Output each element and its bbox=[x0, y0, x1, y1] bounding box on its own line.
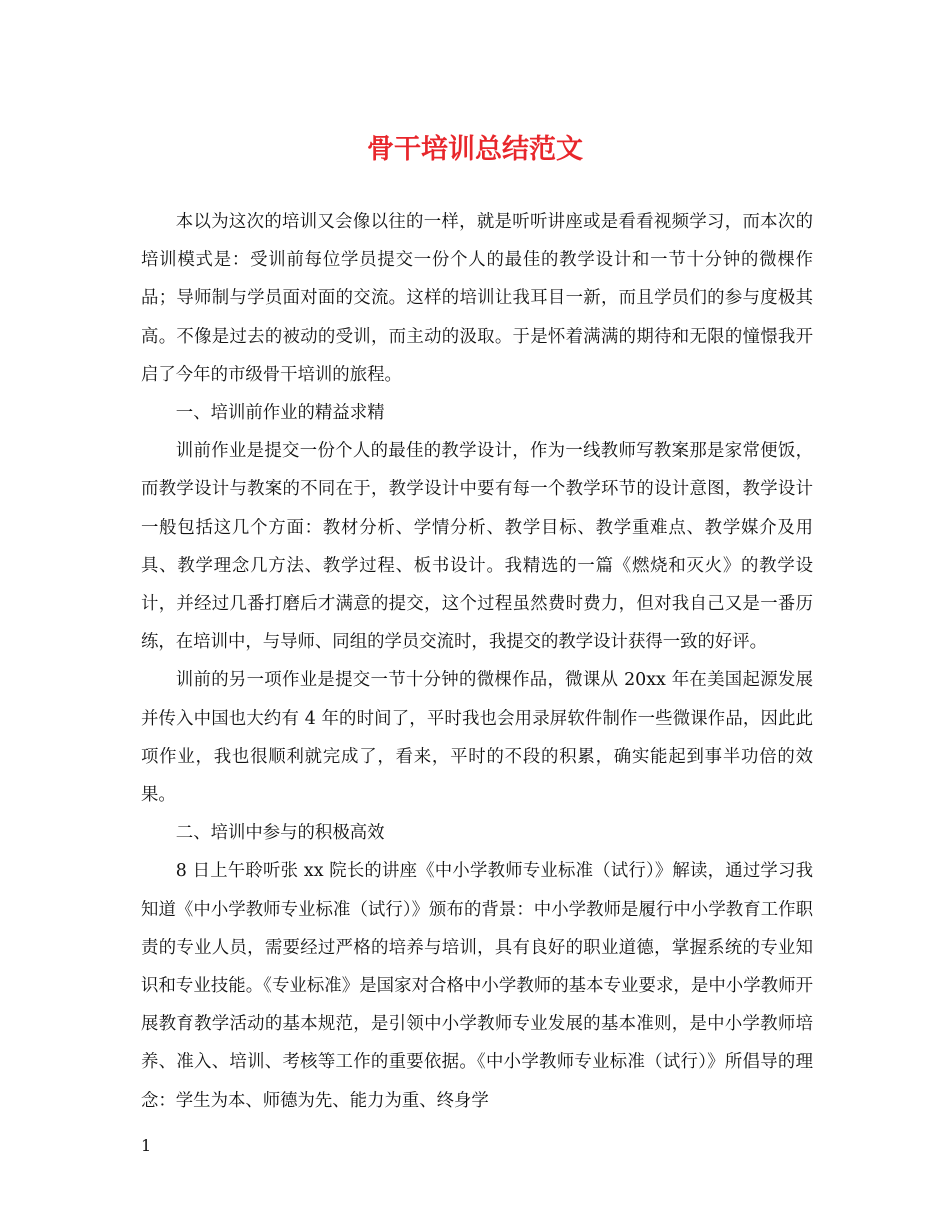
paragraph-lecture: 8 日上午聆听张 xx 院长的讲座《中小学教师专业标准（试行）》解读，通过学习我知道《中小学教师专业标准（试行）》颁布的背景：中小学教师是履行中小学教育工作职责的专业人员，需要经过严格的培养与培训，具有良好的职业道德，掌握系统的专业知识和专业技能。《专业标准》是国家对合格中小学教师的基本专业要求，是中小学教师开展教育教学活动的基本规范，是引领中小学教师专业发展的基本准则，是中小学教师培养、准入、培训、考核等工作的重要依据。《中小学教师专业标准（试行）》所倡导的理念：学生为本、师德为先、能力为重、终身学 bbox=[141, 861, 813, 1111]
page-number: 1 bbox=[141, 1136, 152, 1155]
paragraph-intro: 本以为这次的培训又会像以往的一样，就是听听讲座或是看看视频学习，而本次的培训模式是：受训前每位学员提交一份个人的最佳的教学设计和一节十分钟的微棵作品；导师制与学员面对面的交流。这样的培训让我耳目一新，而且学员们的参与度极其高。不像是过去的被动的受训，而主动的汲取。于是怀着满满的期待和无限的憧憬我开启了今年的市级骨干培训的旅程。 bbox=[141, 212, 813, 385]
document-title: 骨干培训总结范文 bbox=[367, 134, 583, 165]
section-heading-1: 一、培训前作业的精益求精 bbox=[175, 403, 385, 424]
section-heading-2: 二、培训中参与的积极高效 bbox=[175, 823, 385, 844]
paragraph-micro-lesson: 训前的另一项作业是提交一节十分钟的微棵作品，微课从 20xx 年在美国起源发展并传入中国也大约有 4 年的时间了，平时我也会用录屏软件制作一些微课作品，因此此项作业，我也很顺利就完成了，看来，平时的不段的积累，确实能起到事半功倍的效果。 bbox=[141, 670, 813, 806]
paragraph-teaching-design: 训前作业是提交一份个人的最佳的教学设计，作为一线教师写教案那是家常便饭，而教学设计与教案的不同在于，教学设计中要有每一个教学环节的设计意图，教学设计一般包括这几个方面：教材分析、学情分析、教学目标、教学重难点、教学媒介及用具、教学理念几方法、教学过程、板书设计。我精选的一篇《燃烧和灭火》的教学设计，并经过几番打磨后才满意的提交，这个过程虽然费时费力，但对我自己又是一番历练，在培训中，与导师、同组的学员交流时，我提交的教学设计获得一致的好评。 bbox=[141, 441, 813, 653]
document-body bbox=[141, 203, 813, 1120]
